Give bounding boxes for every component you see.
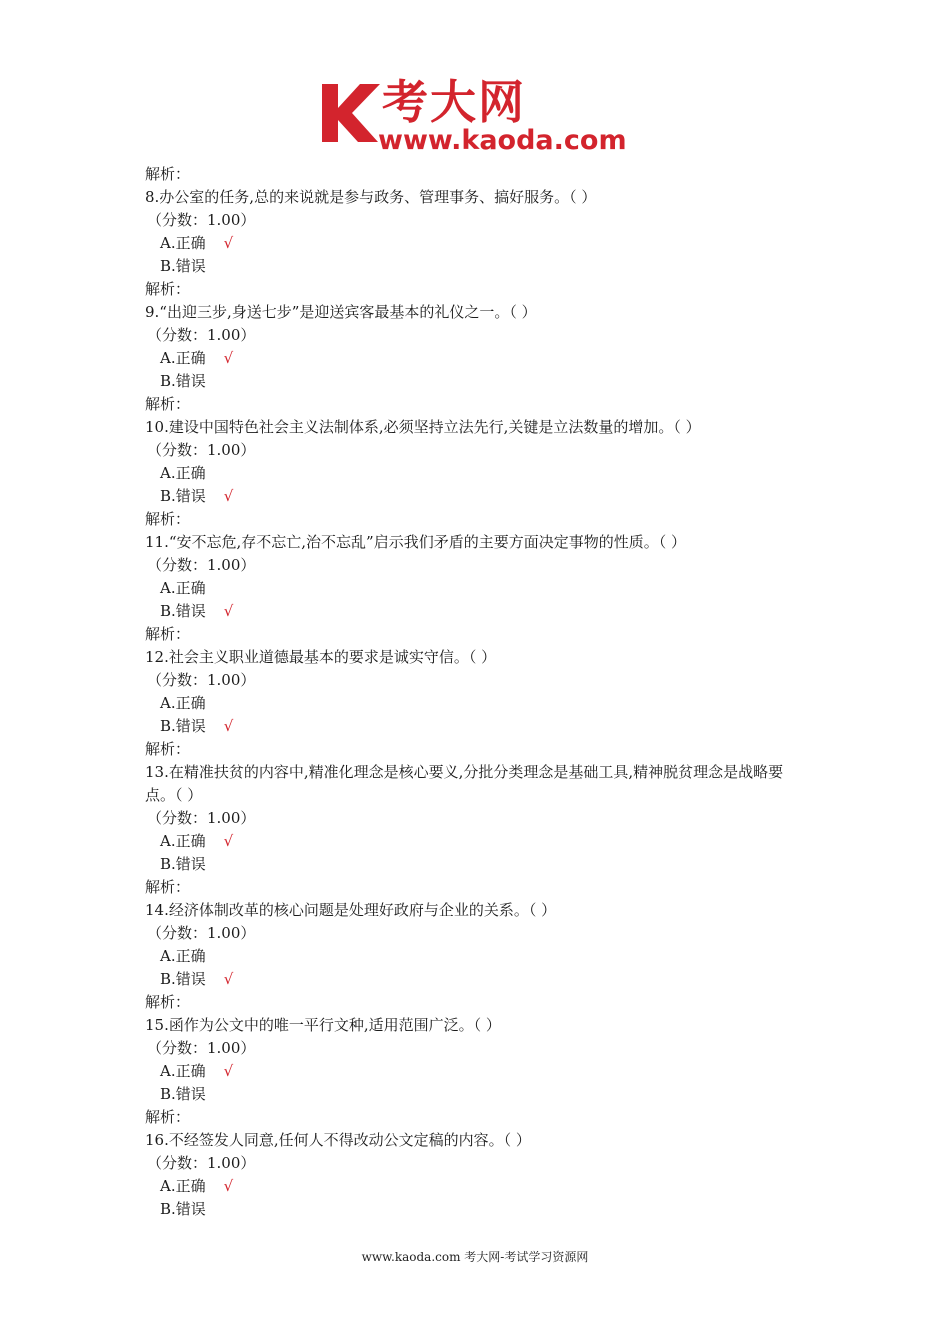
option-a: [145, 462, 825, 485]
analysis-label: 解析：: [145, 510, 191, 528]
check-mark-icon: √: [223, 1177, 234, 1195]
question-text: 10.建设中国特色社会主义法制体系,必须坚持立法先行,关键是立法数量的增加。（ ）: [145, 418, 701, 436]
question-score: （分数：1.00）: [147, 809, 256, 827]
option-b: [145, 715, 825, 738]
check-mark-icon: √: [223, 234, 234, 252]
option-b: [145, 255, 825, 278]
option-b: [145, 600, 825, 623]
option-a: [145, 577, 825, 600]
analysis-label: 解析：: [145, 280, 191, 298]
analysis-label: 解析：: [145, 625, 191, 643]
option-b-label: B.错误: [160, 372, 206, 390]
check-mark-icon: √: [223, 602, 234, 620]
question-item: [145, 531, 825, 646]
question-text: 14.经济体制改革的核心问题是处理好政府与企业的关系。（ ）: [145, 901, 557, 919]
question-text: 9.“出迎三步,身送七步”是迎送宾客最基本的礼仪之一。（ ）: [145, 303, 537, 321]
question-score: （分数：1.00）: [147, 1039, 256, 1057]
option-a: [145, 347, 825, 370]
question-list: [145, 163, 825, 1221]
option-a: [145, 692, 825, 715]
option-b-label: B.错误: [160, 855, 206, 873]
analysis-label: 解析：: [145, 395, 191, 413]
option-b: [145, 1198, 825, 1221]
question-item: [145, 1014, 825, 1129]
question-score: （分数：1.00）: [147, 326, 256, 344]
question-score: （分数：1.00）: [147, 556, 256, 574]
question-item: [145, 761, 825, 899]
question-score: （分数：1.00）: [147, 671, 256, 689]
option-b: [145, 968, 825, 991]
question-text: 15.函作为公文中的唯一平行文种,适用范围广泛。（ ）: [145, 1016, 501, 1034]
option-b: [145, 370, 825, 393]
question-item: [145, 416, 825, 531]
check-mark-icon: √: [223, 970, 234, 988]
analysis-label: 解析：: [145, 878, 191, 896]
option-b-label: B.错误: [160, 970, 206, 988]
option-b-label: B.错误: [160, 1085, 206, 1103]
k-logo-icon: [320, 82, 382, 144]
logo-title: 考大网: [382, 75, 526, 129]
kaoda-logo: [320, 75, 640, 158]
option-a: [145, 1175, 825, 1198]
question-item: [145, 186, 825, 301]
option-a-label: A.正确: [160, 349, 206, 367]
question-score: （分数：1.00）: [147, 441, 256, 459]
question-item: [145, 646, 825, 761]
option-a: [145, 1060, 825, 1083]
option-b-label: B.错误: [160, 1200, 206, 1218]
page-footer: www.kaoda.com 考大网-考试学习资源网: [361, 1250, 589, 1264]
check-mark-icon: √: [223, 349, 234, 367]
option-a-label: A.正确: [160, 579, 206, 597]
option-b: [145, 485, 825, 508]
question-text: 11.“安不忘危,存不忘亡,治不忘乱”启示我们矛盾的主要方面决定事物的性质。（ ）: [145, 533, 686, 551]
question-score: （分数：1.00）: [147, 211, 256, 229]
option-b-label: B.错误: [160, 717, 206, 735]
question-text: 16.不经签发人同意,任何人不得改动公文定稿的内容。（ ）: [145, 1131, 531, 1149]
question-score: （分数：1.00）: [147, 924, 256, 942]
check-mark-icon: √: [223, 1062, 234, 1080]
analysis-label: 解析：: [145, 1108, 191, 1126]
question-item: [145, 1129, 825, 1221]
option-b-label: B.错误: [160, 602, 206, 620]
option-a: [145, 830, 825, 853]
option-a: [145, 232, 825, 255]
option-a-label: A.正确: [160, 1062, 206, 1080]
option-a: [145, 945, 825, 968]
option-b: [145, 1083, 825, 1106]
option-a-label: A.正确: [160, 1177, 206, 1195]
analysis-label: 解析：: [145, 165, 191, 183]
option-a-label: A.正确: [160, 464, 206, 482]
question-score: （分数：1.00）: [147, 1154, 256, 1172]
option-b: [145, 853, 825, 876]
analysis-label: 解析：: [145, 993, 191, 1011]
option-a-label: A.正确: [160, 947, 206, 965]
question-text: 8.办公室的任务,总的来说就是参与政务、管理事务、搞好服务。（ ）: [145, 188, 597, 206]
question-item: [145, 899, 825, 1014]
option-a-label: A.正确: [160, 234, 206, 252]
analysis-label: 解析：: [145, 740, 191, 758]
option-a-label: A.正确: [160, 694, 206, 712]
check-mark-icon: √: [223, 717, 234, 735]
option-b-label: B.错误: [160, 487, 206, 505]
question-text: 12.社会主义职业道德最基本的要求是诚实守信。（ ）: [145, 648, 497, 666]
question-item: [145, 301, 825, 416]
check-mark-icon: √: [223, 832, 234, 850]
option-b-label: B.错误: [160, 257, 206, 275]
check-mark-icon: √: [223, 487, 234, 505]
question-text: 13.在精准扶贫的内容中,精准化理念是核心要义,分批分类理念是基础工具,精神脱贫理念是战略要点。（ ）: [145, 763, 784, 804]
option-a-label: A.正确: [160, 832, 206, 850]
logo-url: www.kaoda.com: [378, 125, 627, 156]
